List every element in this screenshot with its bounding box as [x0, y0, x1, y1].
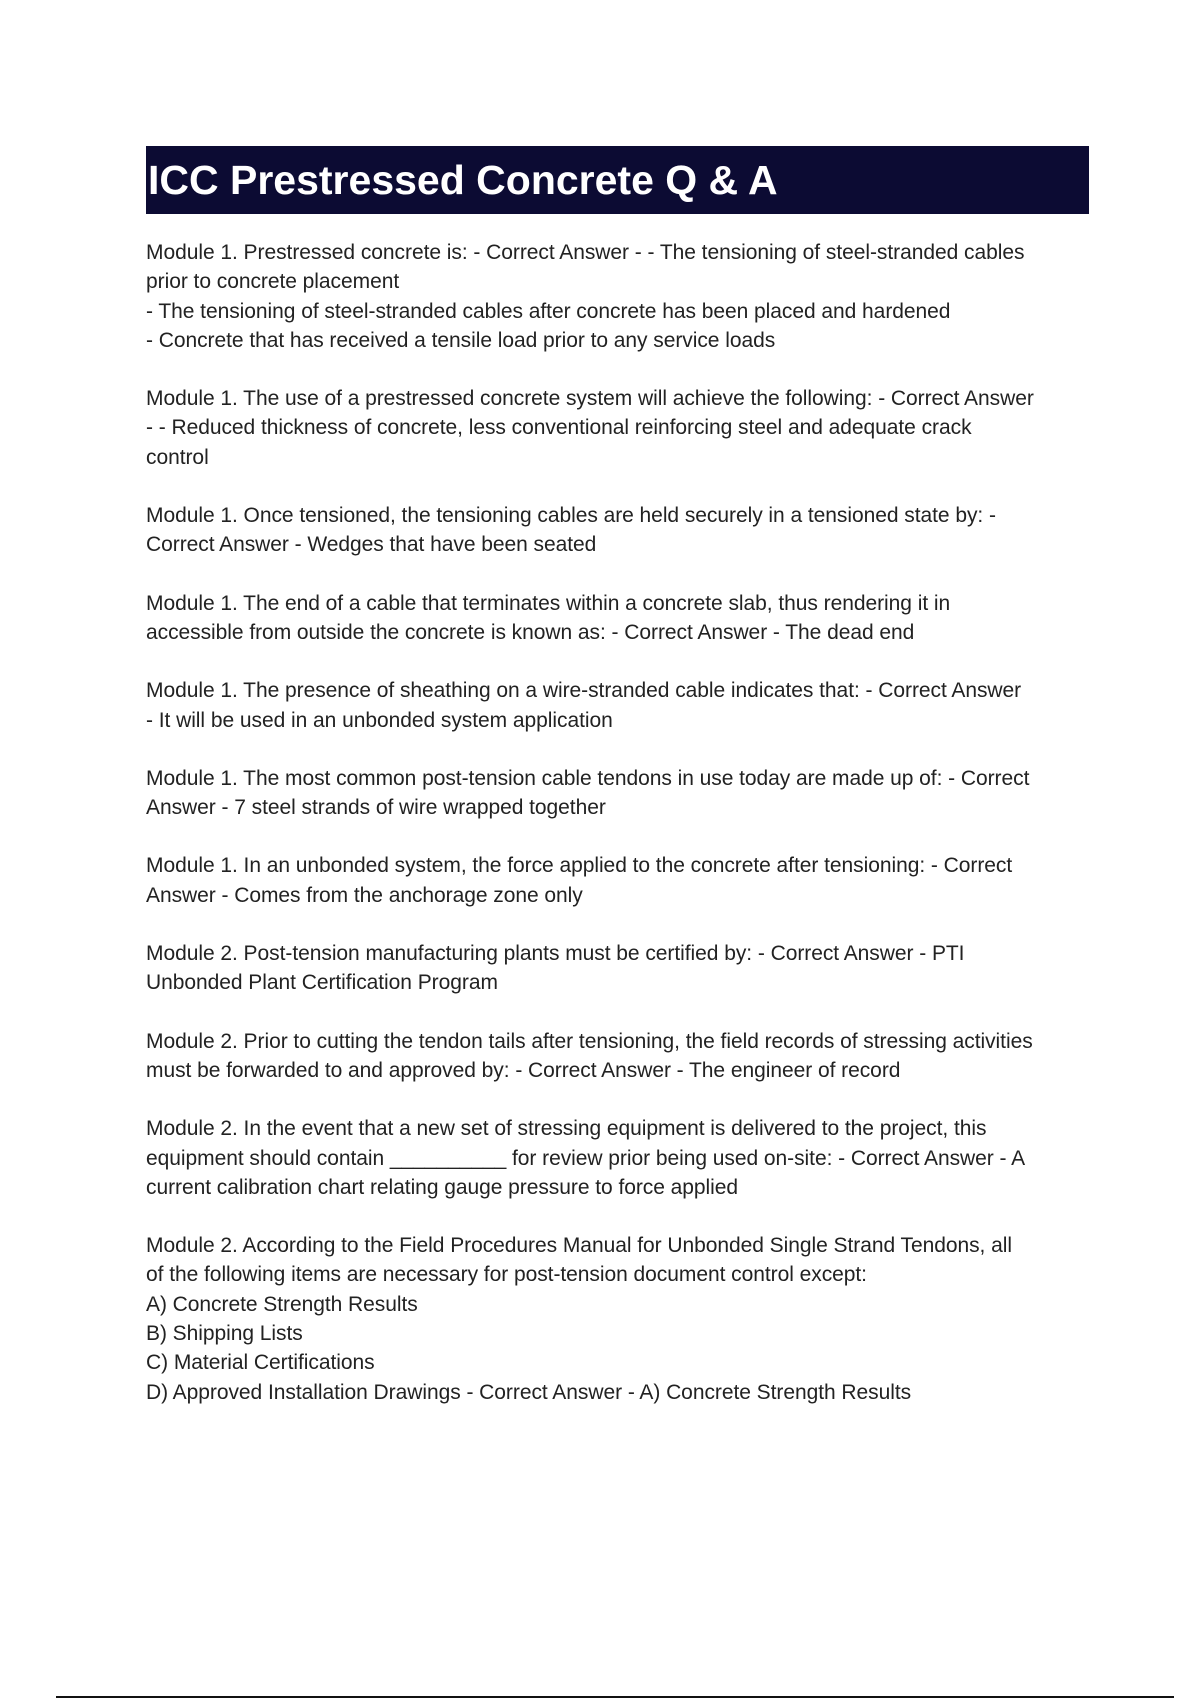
- qa-entry: [146, 501, 1096, 560]
- qa-line: Answer - 7 steel strands of wire wrapped together: [146, 796, 606, 820]
- qa-option: D) Approved Installation Drawings - Correct Answer - A) Concrete Strength Results: [146, 1380, 912, 1404]
- qa-line: Module 2. Post-tension manufacturing plants must be certified by: - Correct Answer - PTI: [146, 942, 965, 966]
- qa-line: - The tensioning of steel-stranded cables after concrete has been placed and hardened: [146, 299, 951, 323]
- qa-line: Module 1. The end of a cable that terminates within a concrete slab, thus rendering it in: [146, 591, 951, 615]
- qa-line: must be forwarded to and approved by: - Correct Answer - The engineer of record: [146, 1058, 901, 1082]
- qa-line: Module 1. In an unbonded system, the force applied to the concrete after tensioning: - Correct: [146, 854, 1013, 878]
- qa-line: Module 2. In the event that a new set of stressing equipment is delivered to the project, this: [146, 1117, 987, 1141]
- qa-option: A) Concrete Strength Results: [146, 1292, 418, 1316]
- qa-entry: [146, 764, 1096, 823]
- qa-line: - Concrete that has received a tensile load prior to any service loads: [146, 328, 776, 352]
- qa-line: Correct Answer - Wedges that have been seated: [146, 533, 597, 557]
- qa-line: Module 2. Prior to cutting the tendon tails after tensioning, the field records of stressing activities: [146, 1029, 1033, 1053]
- qa-line: control: [146, 445, 209, 469]
- qa-line: of the following items are necessary for post-tension document control except:: [146, 1263, 867, 1287]
- qa-entry: [146, 1027, 1096, 1086]
- qa-line: Module 1. Once tensioned, the tensioning cables are held securely in a tensioned state by: -: [146, 504, 996, 528]
- qa-line: Unbonded Plant Certification Program: [146, 971, 498, 995]
- qa-line: Module 1. The presence of sheathing on a wire-stranded cable indicates that: - Correct Answer: [146, 679, 1022, 703]
- qa-entry: [146, 676, 1096, 735]
- qa-list: [146, 238, 1096, 1436]
- qa-entry: [146, 589, 1096, 648]
- qa-entry: [146, 1114, 1096, 1202]
- title-banner: [146, 146, 1089, 214]
- qa-line: Module 1. The most common post-tension cable tendons in use today are made up of: - Correct: [146, 766, 1030, 790]
- qa-line: Module 1. The use of a prestressed concrete system will achieve the following: - Correct Answer: [146, 387, 1034, 411]
- qa-line: equipment should contain __________ for review prior being used on-site: - Correct Answer - A: [146, 1146, 1026, 1170]
- qa-entry: [146, 939, 1096, 998]
- qa-line: accessible from outside the concrete is known as: - Correct Answer - The dead end: [146, 620, 915, 644]
- qa-option: C) Material Certifications: [146, 1351, 375, 1375]
- qa-line: current calibration chart relating gauge pressure to force applied: [146, 1175, 739, 1199]
- qa-line: Module 2. According to the Field Procedures Manual for Unbonded Single Strand Tendons, all: [146, 1234, 1012, 1258]
- qa-line: - - Reduced thickness of concrete, less conventional reinforcing steel and adequate crack: [146, 416, 972, 440]
- qa-entry: [146, 1231, 1096, 1407]
- footer-divider: [56, 1696, 1174, 1698]
- qa-line: Module 1. Prestressed concrete is: - Correct Answer - - The tensioning of steel-stranded cables: [146, 241, 1025, 264]
- qa-option: B) Shipping Lists: [146, 1322, 303, 1346]
- qa-entry: [146, 851, 1096, 910]
- qa-entry: [146, 238, 1096, 355]
- qa-line: - It will be used in an unbonded system application: [146, 708, 613, 732]
- qa-entry: [146, 384, 1096, 472]
- qa-line: Answer - Comes from the anchorage zone only: [146, 883, 583, 907]
- document-title: ICC Prestressed Concrete Q & A: [148, 157, 778, 203]
- qa-line: prior to concrete placement: [146, 270, 400, 294]
